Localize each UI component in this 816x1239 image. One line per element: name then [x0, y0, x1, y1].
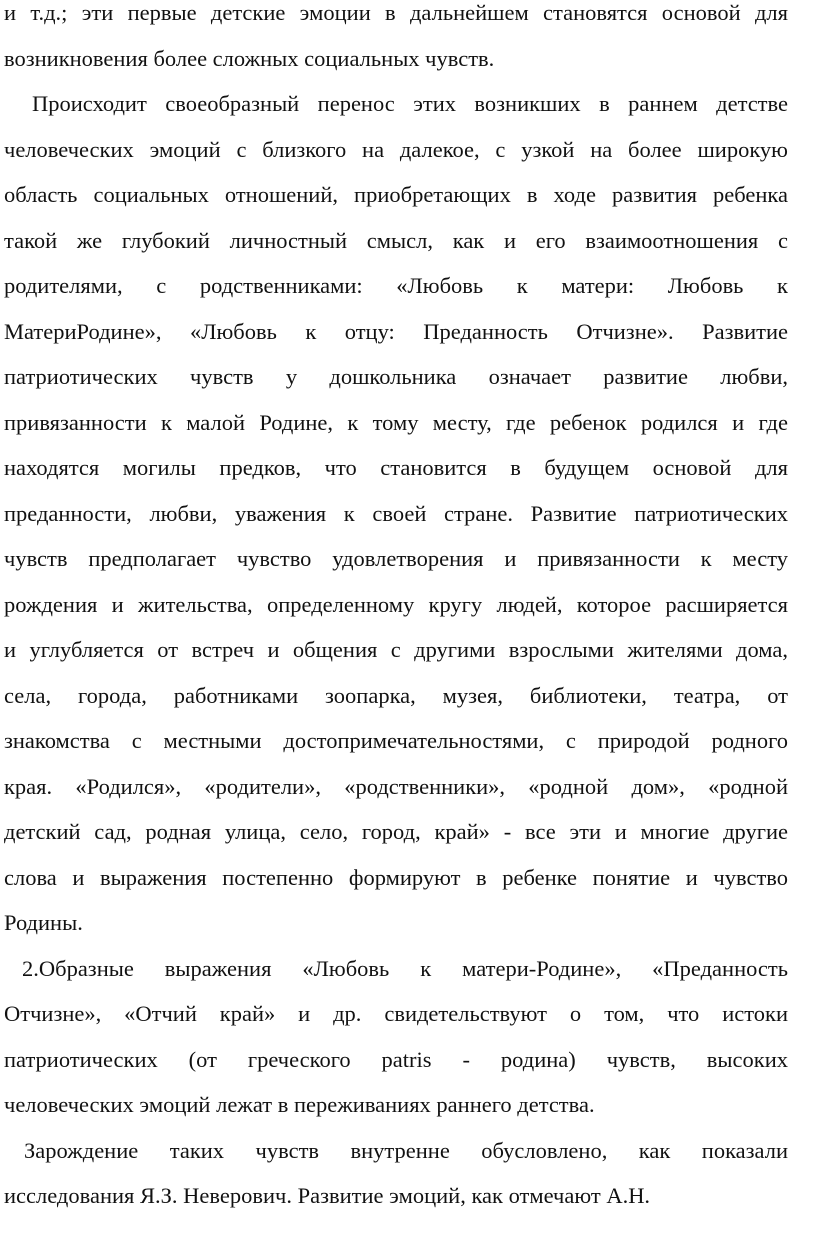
text-line: патриотических (от греческого patris - родина) чувств, высоких: [4, 1046, 788, 1072]
text-line: рождения и жительства, определенному кругу людей, которое расширяется: [4, 591, 788, 617]
text-line: села, города, работниками зоопарка, музея, библиотеки, театра, от: [4, 682, 788, 708]
text-line: исследования Я.З. Неверович. Развитие эмоций, как отмечают А.Н.: [4, 1183, 651, 1208]
text-line: Происходит своеобразный перенос этих возникших в раннем детстве: [32, 91, 788, 116]
text-line: и углубляется от встреч и общения с другими взрослыми жителями дома,: [4, 637, 788, 662]
text-line: Отчизне», «Отчий край» и др. свидетельствуют о том, что истоки: [4, 1001, 788, 1026]
text-line: 2.Образные выражения «Любовь к матери-Родине», «Преданность: [22, 955, 788, 981]
text-line: знакомства с местными достопримечательностями, с природой родного: [4, 728, 788, 753]
text-line: находятся могилы предков, что становится в будущем основой для: [4, 455, 788, 480]
paragraph-1: [4, 0, 788, 81]
paragraph-4: [4, 1128, 788, 1219]
text-line: возникновения более сложных социальных чувств.: [4, 45, 495, 71]
text-line: человеческих эмоций лежат в переживаниях раннего детства.: [4, 1092, 595, 1117]
paragraph-2: [4, 81, 788, 946]
text-line: привязанности к малой Родине, к тому месту, где ребенок родился и где: [4, 409, 788, 435]
text-line: Зарождение таких чувств внутренне обусловлено, как показали: [24, 1137, 788, 1163]
text-line: края. «Родился», «родители», «родственники», «родной дом», «родной: [4, 773, 788, 799]
text-line: область социальных отношений, приобретающих в ходе развития ребенка: [4, 182, 788, 207]
text-line: слова и выражения постепенно формируют в ребенке понятие и чувство: [4, 864, 788, 890]
text-line: родителями, с родственниками: «Любовь к матери: Любовь к: [4, 273, 788, 298]
text-line: Родины.: [4, 910, 83, 935]
text-line: и т.д.; эти первые детские эмоции в дальнейшем становятся основой для: [4, 0, 788, 25]
text-line: МатериРодине», «Любовь к отцу: Преданность Отчизне». Развитие: [4, 318, 788, 344]
text-line: преданности, любви, уважения к своей стране. Развитие патриотических: [4, 500, 788, 526]
text-line: патриотических чувств у дошкольника означает развитие любви,: [4, 364, 788, 389]
text-line: человеческих эмоций с близкого на далекое, с узкой на более широкую: [4, 136, 788, 162]
paragraph-3: [4, 946, 788, 1128]
text-line: такой же глубокий личностный смысл, как и его взаимоотношения с: [4, 227, 788, 253]
text-line: детский сад, родная улица, село, город, край» - все эти и многие другие: [4, 819, 788, 844]
text-line: чувств предполагает чувство удовлетворения и привязанности к месту: [4, 546, 788, 571]
